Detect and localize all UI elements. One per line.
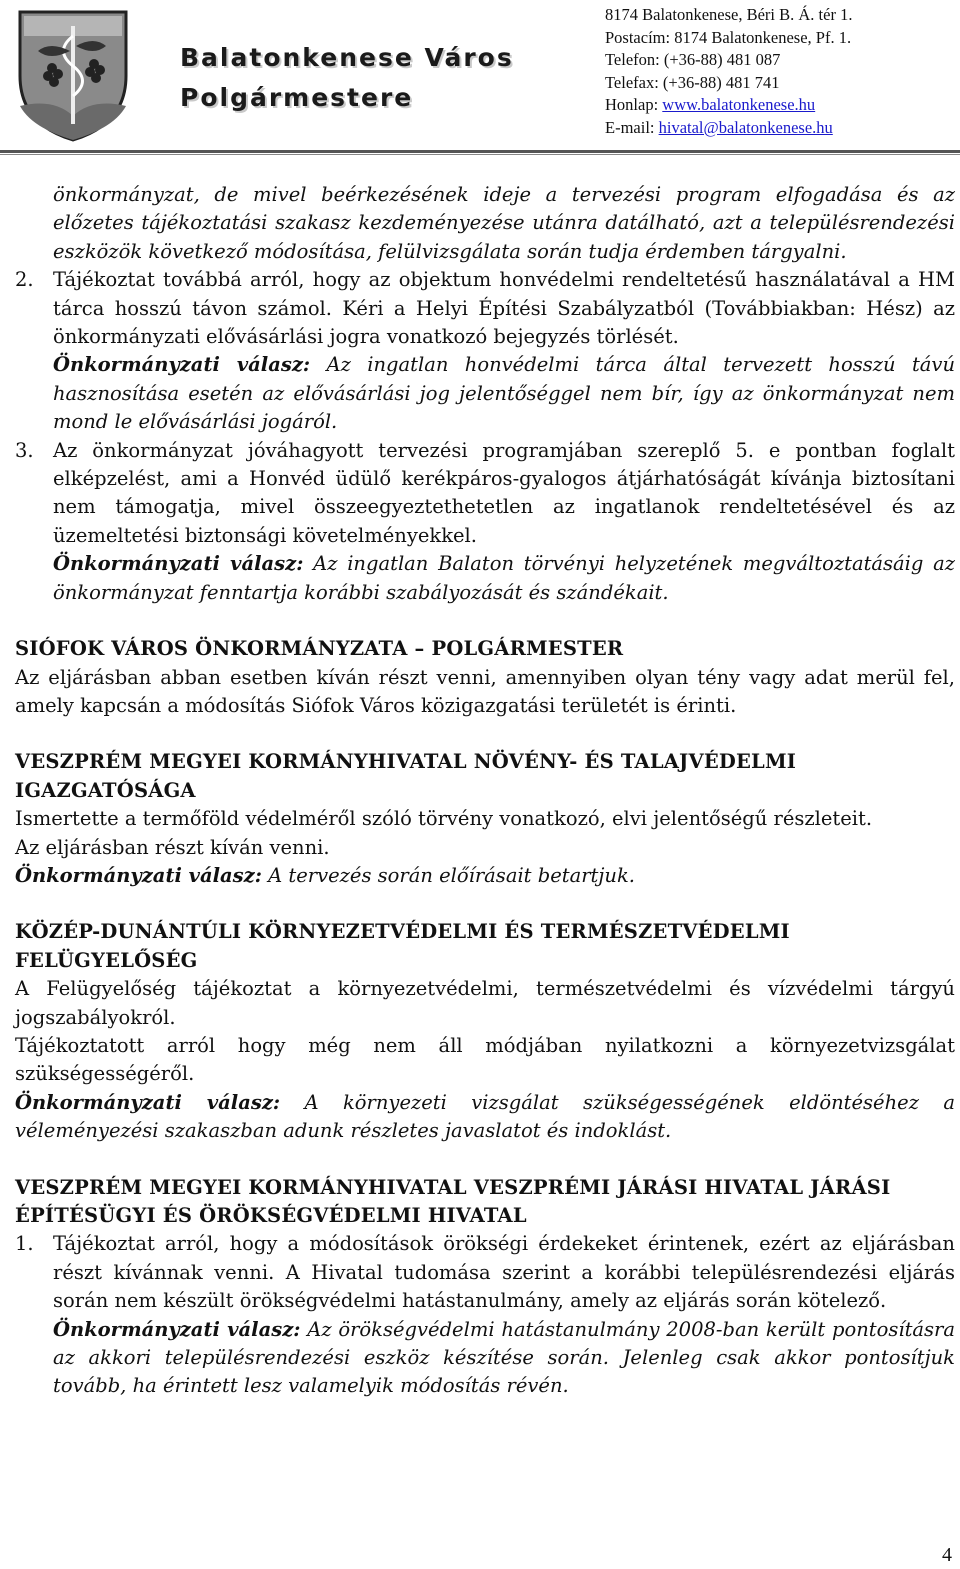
document-body xyxy=(15,181,955,1401)
answer-label: Önkormányzati válasz: xyxy=(53,353,311,377)
header-divider-thin xyxy=(0,154,960,155)
list-item-2 xyxy=(15,266,955,351)
section-text: Az eljárásban részt kíván venni. xyxy=(15,835,330,859)
list-number: 3. xyxy=(15,438,34,462)
answer-text: Az örökségvédelmi hatástanulmány 2008-ban került pontosításra az akkori településrendezési eszköz készítése során. Jelenleg csak akkor pontosítjuk tovább, ha érintett lesz valamelyik módosítás révén. xyxy=(53,1317,956,1398)
letterhead xyxy=(0,0,960,156)
list-item-text: Az önkormányzat jóváhagyott tervezési programjában szereplő 5. e pontban foglalt elképzelést, ami a Honvéd üdülő kerékpáros-gyalogos átjárhatóságát kívánja biztosítani nem támogatja, mivel összeegyeztethetetlen az ingatlanok rendeltetésével és az üzemeltetési biztonsági követelményekkel. xyxy=(53,438,955,547)
section-text: Az eljárásban abban esetben kíván részt venni, amennyiben olyan tény vagy adat merül fel, amely kapcsán a módosítás Siófok Város közigazgatási területét is érinti. xyxy=(15,665,955,717)
section-text: Tájékoztatott arról hogy még nem áll módjában nyilatkozni a környezetvizsgálat szükségességéről. xyxy=(15,1033,955,1086)
website-link[interactable]: www.balatonkenese.hu xyxy=(662,95,816,115)
answer-label: Önkormányzati válasz: xyxy=(15,863,262,887)
website-line: Honlap: www.balatonkenese.hu xyxy=(605,95,816,115)
section-heading-siofok: SIÓFOK VÁROS ÖNKORMÁNYZATA – POLGÁRMESTER xyxy=(15,637,624,661)
phone: Telefon: (+36-88) 481 087 xyxy=(605,50,781,70)
header-divider xyxy=(0,150,960,153)
answer-text: A tervezés során előírásait betartjuk. xyxy=(261,863,635,887)
list-item-3 xyxy=(15,437,955,551)
answer-label: Önkormányzati válasz: xyxy=(53,552,304,576)
fax: Telefax: (+36-88) 481 741 xyxy=(605,72,780,92)
answer-3 xyxy=(15,550,955,607)
answer-label: Önkormányzati válasz: xyxy=(53,1317,301,1341)
answer-label: Önkormányzati válasz: xyxy=(15,1090,281,1114)
section-text: Ismertette a termőföld védelméről szóló törvény vonatkozó, elvi jelentőségű részleteit. xyxy=(15,807,873,831)
section-heading-heritage: VESZPRÉM MEGYEI KORMÁNYHIVATAL VESZPRÉMI JÁRÁSI HIVATAL JÁRÁSI ÉPÍTÉSÜGYI ÉS ÖRÖKSÉGVÉDELMI HIVATAL xyxy=(15,1175,891,1227)
organization-name xyxy=(180,38,560,118)
org-line-2: Polgármestere xyxy=(180,83,414,112)
answer-text: A környezeti vizsgálat szükségességének eldöntéséhez a véleményezési szakaszban adunk részletes javaslatot és indoklást. xyxy=(15,1090,955,1143)
contact-block xyxy=(605,4,955,140)
list-number: 2. xyxy=(15,268,34,292)
page-number: 4 xyxy=(942,1544,952,1566)
list-item-1 xyxy=(15,1230,955,1315)
email-link[interactable]: hivatal@balatonkenese.hu xyxy=(658,117,833,137)
list-item-text: Tájékoztat arról, hogy a módosítások örökségi érdekeket érintenek, ezért az eljárásban részt kívánnak venni. A Hivatal tudomása szerint a korábbi településrendezési eljárás során nem készült örökségvédelmi hatástanulmány, amely az eljárás során kötelező. xyxy=(53,1232,955,1313)
list-item-text: Tájékoztat továbbá arról, hogy az objektum honvédelmi rendeltetésű használatával a HM tárca hosszú távon számol. Kéri a Helyi Építési Szabályzatból (Továbbiakban: Hész) az önkormányzati elővásárlási jogra vonatkozó bejegyzés törlését. xyxy=(53,268,955,349)
org-line-1: Balatonkenese Város xyxy=(180,43,514,72)
grapevine-crest-icon xyxy=(14,6,132,144)
postal-address: Postacím: 8174 Balatonkenese, Pf. 1. xyxy=(605,27,852,47)
email-line: E-mail: hivatal@balatonkenese.hu xyxy=(605,117,833,137)
answer xyxy=(15,862,955,890)
continued-answer: önkormányzat, de mivel beérkezésének ideje a tervezési program elfogadása és az előzetes tájékoztatási szakasz kezdeményezése utánra datálható, azt a településrendezési eszközök következő módosítása, felülvizsgálata során tudja érdemben tárgyalni. xyxy=(53,183,955,263)
answer-2 xyxy=(15,351,955,436)
address: 8174 Balatonkenese, Béri B. Á. tér 1. xyxy=(605,5,853,24)
answer xyxy=(15,1089,955,1146)
section-heading-environment: KÖZÉP-DUNÁNTÚLI KÖRNYEZETVÉDELMI ÉS TERMÉSZETVÉDELMI FELÜGYELŐSÉG xyxy=(15,920,790,972)
list-number: 1. xyxy=(15,1232,34,1256)
answer-text: Az ingatlan honvédelmi tárca által tervezett hosszú távú hasznosítása esetén az elővásárlási jog jelentőséggel nem bír, így az önkormányzat nem mond le elővásárlási jogáról. xyxy=(53,353,955,434)
answer-text: Az ingatlan Balaton törvényi helyzetének megváltoztatásáig az önkormányzat fenntartja korábbi szabályozását és szándékait. xyxy=(53,552,956,604)
answer xyxy=(15,1316,955,1401)
section-heading-veszprem-plant: VESZPRÉM MEGYEI KORMÁNYHIVATAL NÖVÉNY- ÉS TALAJVÉDELMI IGAZGATÓSÁGA xyxy=(15,750,797,802)
section-text: A Felügyelőség tájékoztat a környezetvédelmi, természetvédelmi és vízvédelmi tárgyú jogszabályokról. xyxy=(15,977,955,1029)
